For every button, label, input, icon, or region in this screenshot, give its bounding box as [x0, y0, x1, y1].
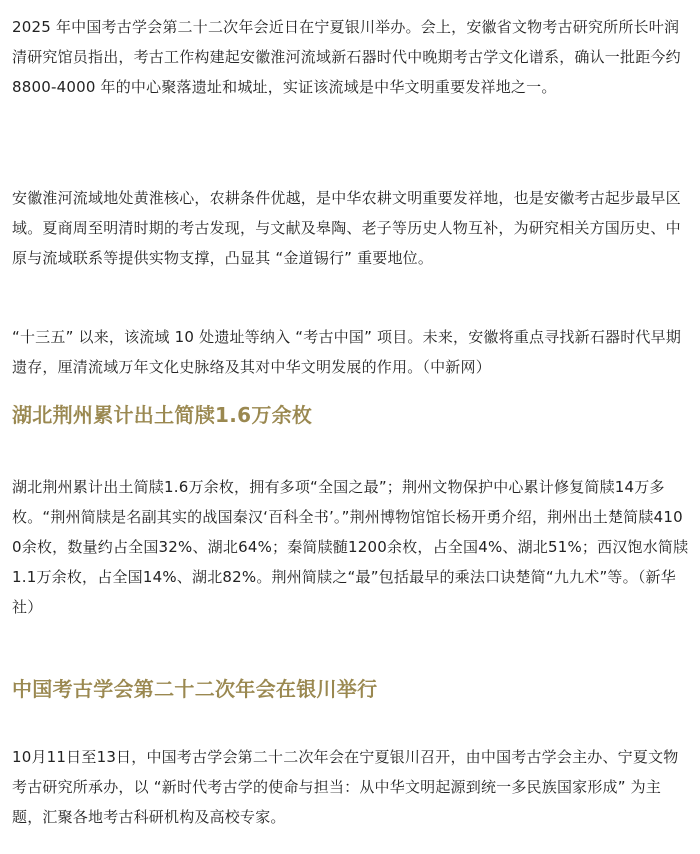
paragraph-meeting-details: 10月11日至13日，中国考古学会第二十二次年会在宁夏银川召开，由中国考古学会主办、宁夏文物考古研究所承办，以 “新时代考古学的使命与担当：从中华文明起源到统一多民族国家形成” 为主题，汇聚各地考古科研机构及高校专家。	[12, 748, 679, 826]
paragraph-future-plans: “十三五” 以来，该流域 10 处遗址等纳入 “考古中国” 项目。未来，安徽将重点寻找新石器时代早期遗存，厘清流域万年文化史脉络及其对中华文明发展的作用。（中新网）	[12, 328, 682, 376]
heading-jingzhou-bamboo-slips: 湖北荆州累计出土简牍1.6万余枚	[12, 403, 313, 427]
paragraph-huai-river-region: 安徽淮河流域地处黄淮核心，农耕条件优越，是中华农耕文明重要发祥地，也是安徽考古起步最早区域。夏商周至明清时期的考古发现，与文献及皋陶、老子等历史人物互补，为研究相关方国历史、中原与流域联系等提供实物支撑，凸显其 “金道锡行” 重要地位。	[12, 189, 681, 267]
paragraph-jingzhou-bamboo-slips: 湖北荆州累计出土简牍1.6万余枚，拥有多项“全国之最”；荆州文物保护中心累计修复简牍14万多枚。“荆州简牍是名副其实的战国秦汉‘百科全书’。”荆州博物馆馆长杨开勇介绍，荆州出土楚简牍4100余枚，数量约占全国32%、湖北64%；秦简牍髄1200余枚，占全国4%、湖北51%；西汉饱水简牍1.1万余枚，占全国14%、湖北82%。荆州简牍之“最”包括最早的乘法口诀楚简“九九术”等。（新华社）	[12, 478, 689, 616]
heading-archaeology-society-meeting: 中国考古学会第二十二次年会在银川举行	[12, 677, 378, 701]
paragraph-annual-meeting-intro: 2025 年中国考古学会第二十二次年会近日在宁夏银川举办。会上，安徽省文物考古研究所所长叶润清研究馆员指出，考古工作构建起安徽淮河流域新石器时代中晚期考古学文化谱系，确认一批距今约 8800-4000 年的中心聚落遗址和城址，实证该流域是中华文明重要发祥地之一。	[12, 18, 686, 96]
